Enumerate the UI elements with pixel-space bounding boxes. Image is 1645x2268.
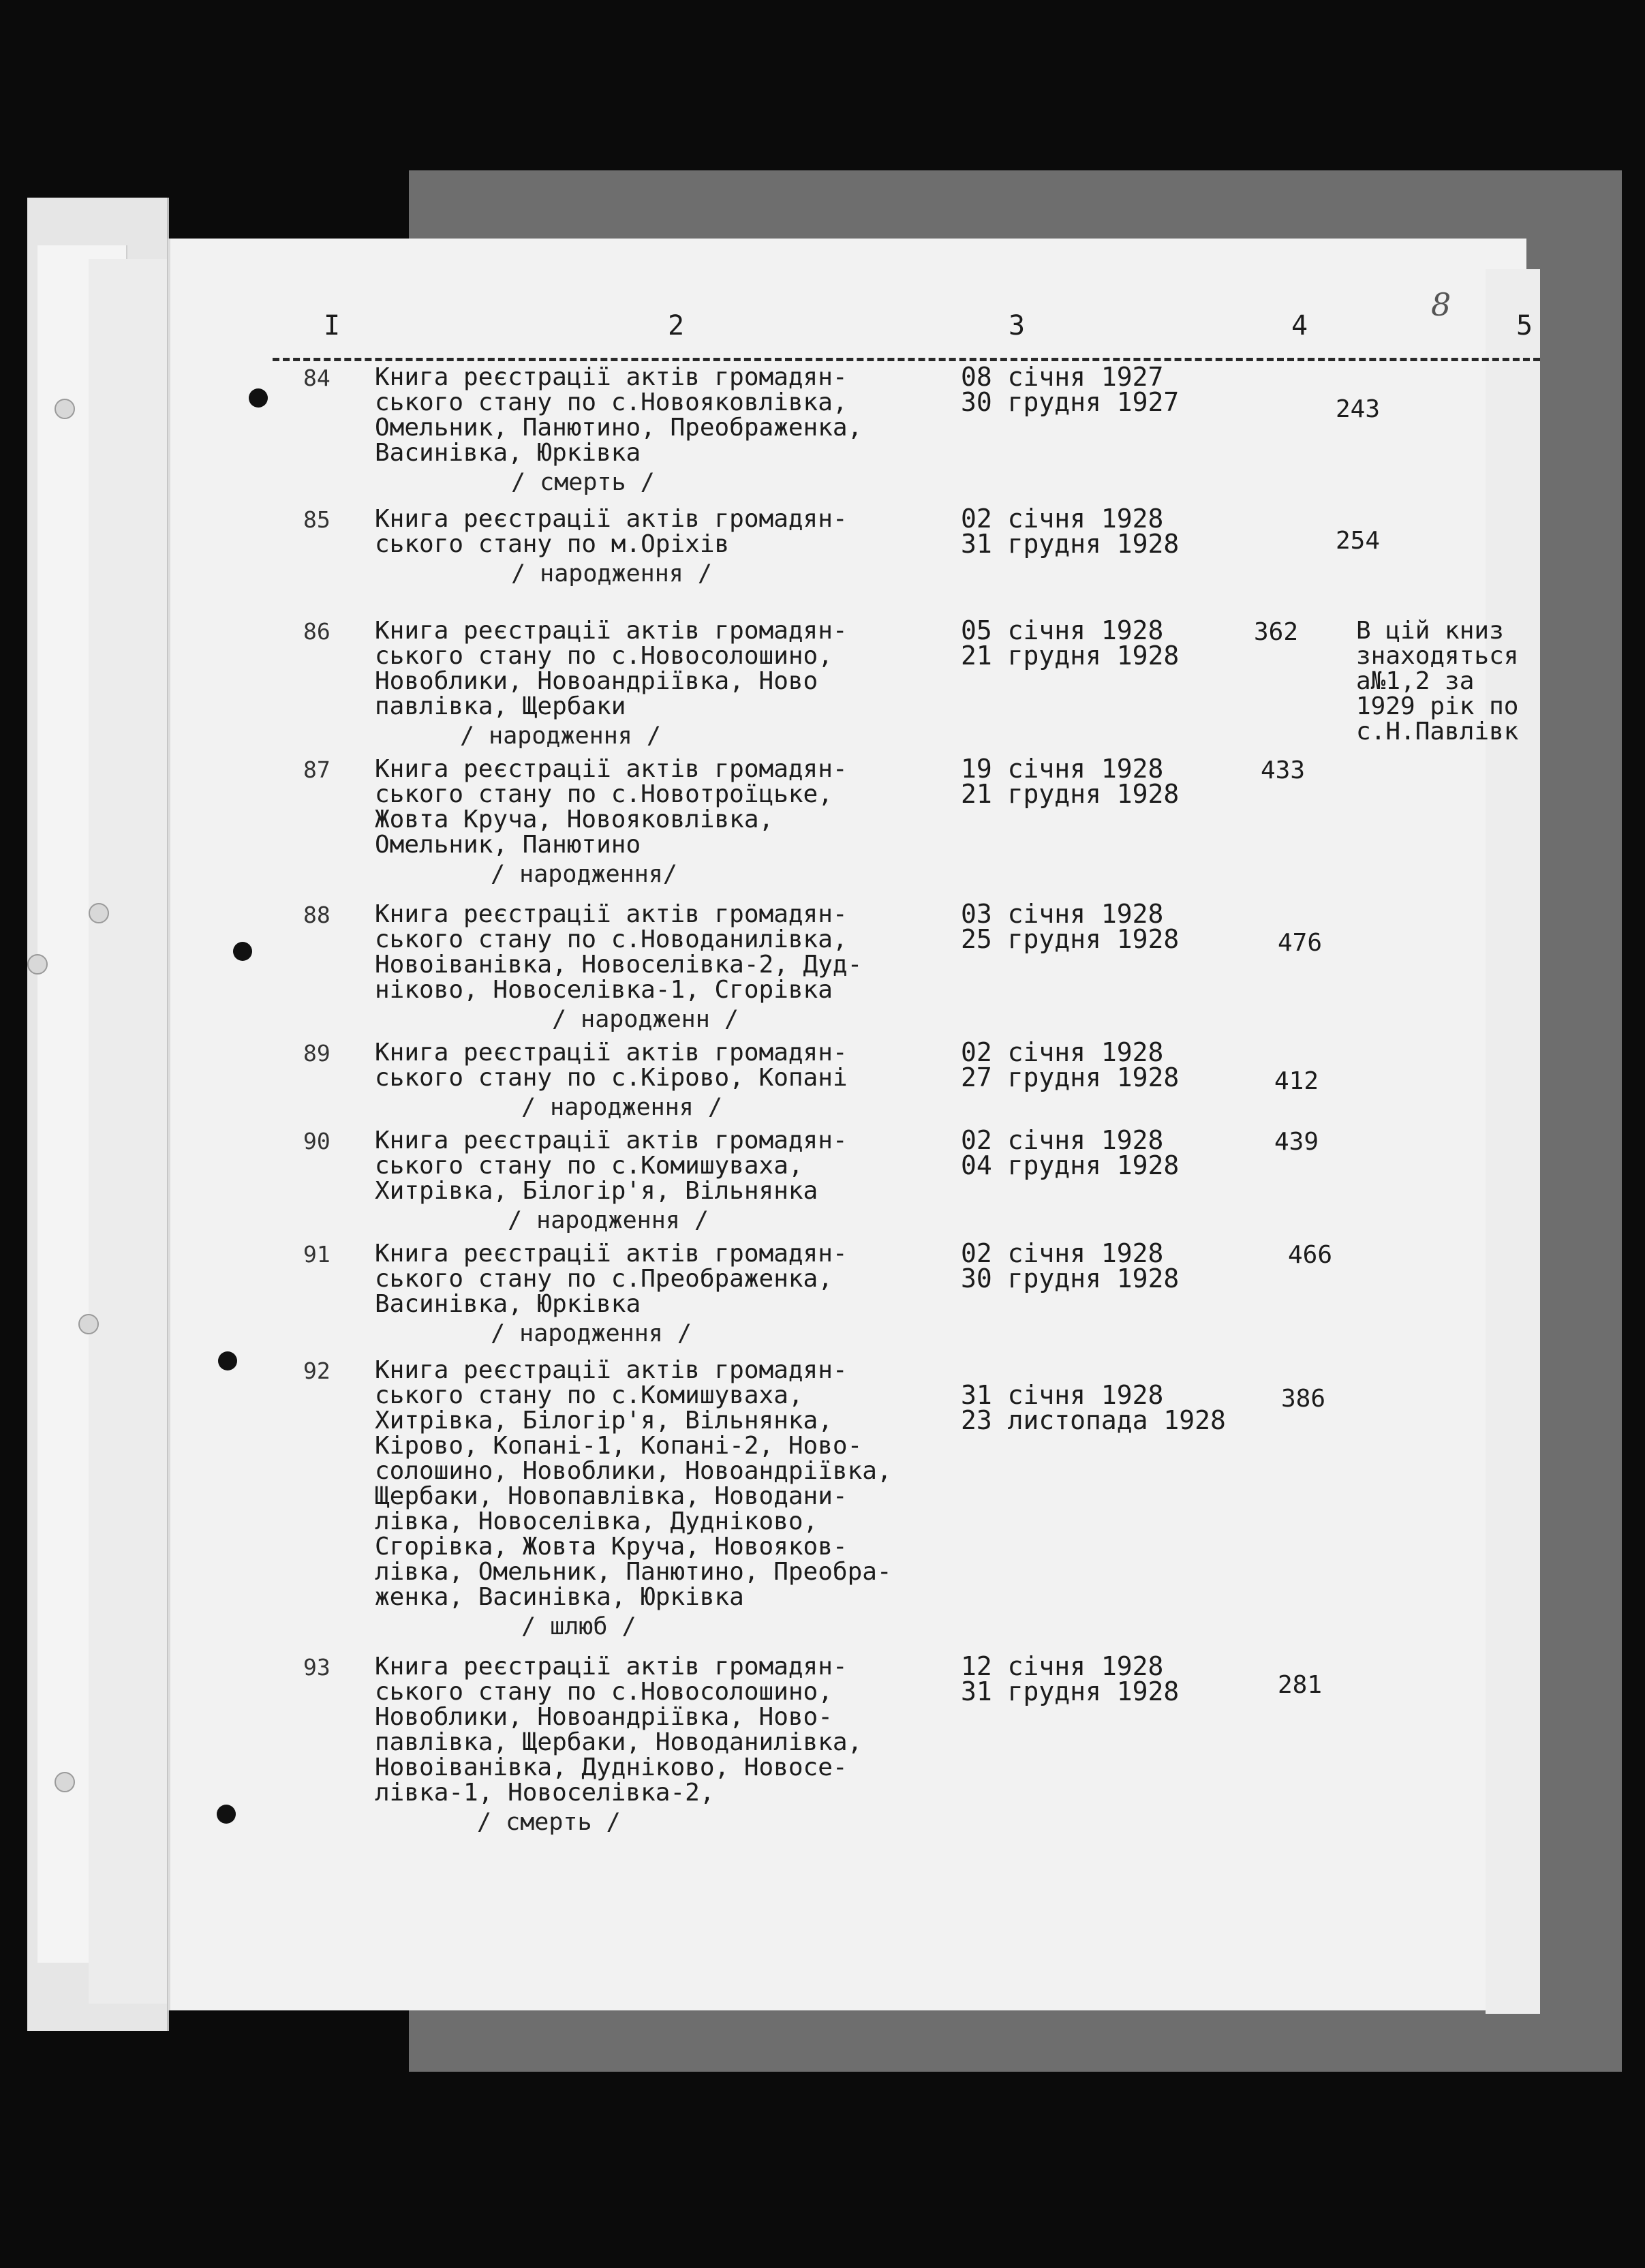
- punch-hole: [233, 942, 252, 961]
- column-header-row: [273, 286, 1540, 361]
- entry-title: Книга реєстрації актів громадян- ського стану по с.Комишуваха, Хитрівка, Білогір'я, Вільнянка, Кірово, Копані-1, Копані-2, Ново- солошино, Новоблики, Новоандріївка, Щербаки, Новопавлівка, Новодани- лівка, Новоселівка, Дудніково, Сгорівка, Жовта Круча, Новояков- лівка, Омельник, Панютино, Преобра- женка, Васинівка, Юрківка: [375, 1356, 892, 1611]
- entry-dates: 08 січня 1927 30 грудня 1927: [961, 362, 1180, 417]
- entry-sheet-count: 476: [1278, 929, 1323, 957]
- entry-type: / народженн /: [552, 1006, 739, 1033]
- entry-sheet-count: 439: [1274, 1128, 1319, 1156]
- entry-dates: 02 січня 1928 30 грудня 1928: [961, 1238, 1180, 1293]
- entry-title: Книга реєстрації актів громадян- ського стану по с.Новоданилівка, Новоіванівка, Новоселівка-2, Дуд- ніково, Новоселівка-1, Сгорівка: [375, 900, 863, 1004]
- entry-dates: 03 січня 1928 25 грудня 1928: [961, 899, 1180, 954]
- binder-hole: [55, 399, 75, 419]
- entry-title: Книга реєстрації актів громадян- ського стану по с.Новояковлівка, Омельник, Панютино, Преображенка, Васинівка, Юрківка: [375, 363, 863, 467]
- punch-hole: [217, 1805, 236, 1824]
- entry-sheet-count: 362: [1254, 618, 1299, 646]
- column-number-1: I: [324, 310, 341, 341]
- entry-sheet-count: 433: [1261, 756, 1306, 784]
- register-entry: [273, 1238, 1540, 1351]
- entry-type: / народження /: [491, 1320, 692, 1347]
- entry-sheet-count: 243: [1336, 395, 1381, 423]
- register-entry: [273, 1125, 1540, 1238]
- register-entry: [273, 756, 1540, 891]
- punch-hole: [249, 388, 268, 408]
- binder-hole: [78, 1314, 99, 1334]
- register-entry: [273, 899, 1540, 1037]
- entry-dates: 19 січня 1928 21 грудня 1928: [961, 754, 1180, 809]
- register-entry: [273, 1037, 1540, 1124]
- register-table: [273, 286, 1540, 1839]
- register-entry: [273, 1651, 1540, 1839]
- entry-type: / народження /: [460, 722, 662, 750]
- entry-dates: 02 січня 1928 04 грудня 1928: [961, 1125, 1180, 1180]
- register-entry: [273, 506, 1540, 591]
- entry-type: / смерть /: [477, 1809, 621, 1836]
- entry-type: / смерть /: [511, 469, 655, 496]
- column-number-3: 3: [1009, 310, 1026, 341]
- register-entry: [273, 362, 1540, 500]
- entry-number: 86: [303, 618, 330, 645]
- entry-number: 93: [303, 1654, 330, 1681]
- entry-number: 89: [303, 1040, 330, 1067]
- entry-dates: 31 січня 1928 23 листопада 1928: [961, 1380, 1226, 1435]
- entry-type: / народження /: [511, 560, 713, 587]
- entry-number: 85: [303, 506, 330, 533]
- column-number-4: 4: [1291, 310, 1308, 341]
- entry-sheet-count: 281: [1278, 1671, 1323, 1699]
- entry-dates: 05 січня 1928 21 грудня 1928: [961, 615, 1180, 671]
- binder-hole: [55, 1772, 75, 1792]
- entry-type: / народження /: [508, 1207, 709, 1234]
- entry-title: Книга реєстрації актів громадян- ського стану по м.Оріхів: [375, 505, 848, 558]
- entry-dates: 02 січня 1928 27 грудня 1928: [961, 1037, 1180, 1092]
- entry-number: 87: [303, 756, 330, 783]
- binder-hole: [89, 903, 109, 923]
- entry-number: 90: [303, 1128, 330, 1154]
- entry-sheet-count: 412: [1274, 1067, 1319, 1095]
- entry-type: / народження/: [491, 861, 677, 888]
- entry-remark: В цій книз знаходяться а№1,2 за 1929 рік по с.Н.Павлівк: [1356, 618, 1519, 744]
- entry-type: / шлюб /: [521, 1613, 636, 1640]
- binder-hole: [27, 954, 48, 975]
- entry-type: / народження /: [521, 1094, 723, 1121]
- entry-title: Книга реєстрації актів громадян- ського стану по с.Кірово, Копані: [375, 1039, 848, 1092]
- entry-title: Книга реєстрації актів громадян- ського стану по с.Новосолошино, Новоблики, Новоандріївка, Ново павлівка, Щербаки: [375, 617, 848, 720]
- entry-number: 92: [303, 1358, 330, 1384]
- register-entry: [273, 1358, 1540, 1644]
- entry-dates: 02 січня 1928 31 грудня 1928: [961, 504, 1180, 559]
- page-stamp: 8: [1431, 286, 1451, 323]
- stacked-sheet-front: [89, 259, 167, 2004]
- column-number-5: 5: [1516, 310, 1533, 341]
- entry-title: Книга реєстрації актів громадян- ського стану по с.Новосолошино, Новоблики, Новоандріївка, Ново- павлівка, Щербаки, Новоданилівка, Новоіванівка, Дудніково, Новосе- лівка-1, Новоселівка-2,: [375, 1653, 863, 1807]
- register-entry: [273, 615, 1540, 753]
- entry-title: Книга реєстрації актів громадян- ського стану по с.Комишуваха, Хитрівка, Білогір'я, Вільнянка: [375, 1127, 848, 1205]
- entry-sheet-count: 386: [1281, 1385, 1326, 1413]
- entry-dates: 12 січня 1928 31 грудня 1928: [961, 1651, 1180, 1706]
- entry-number: 84: [303, 365, 330, 391]
- column-number-2: 2: [668, 310, 685, 341]
- punch-hole: [218, 1351, 237, 1370]
- entry-number: 91: [303, 1241, 330, 1268]
- entry-sheet-count: 254: [1336, 527, 1381, 555]
- entry-number: 88: [303, 902, 330, 928]
- entry-sheet-count: 466: [1288, 1241, 1333, 1269]
- entry-title: Книга реєстрації актів громадян- ського стану по с.Новотроїцьке, Жовта Круча, Новояковлівка, Омельник, Панютино: [375, 755, 848, 859]
- entry-title: Книга реєстрації актів громадян- ського стану по с.Преображенка, Васинівка, Юрківка: [375, 1240, 848, 1318]
